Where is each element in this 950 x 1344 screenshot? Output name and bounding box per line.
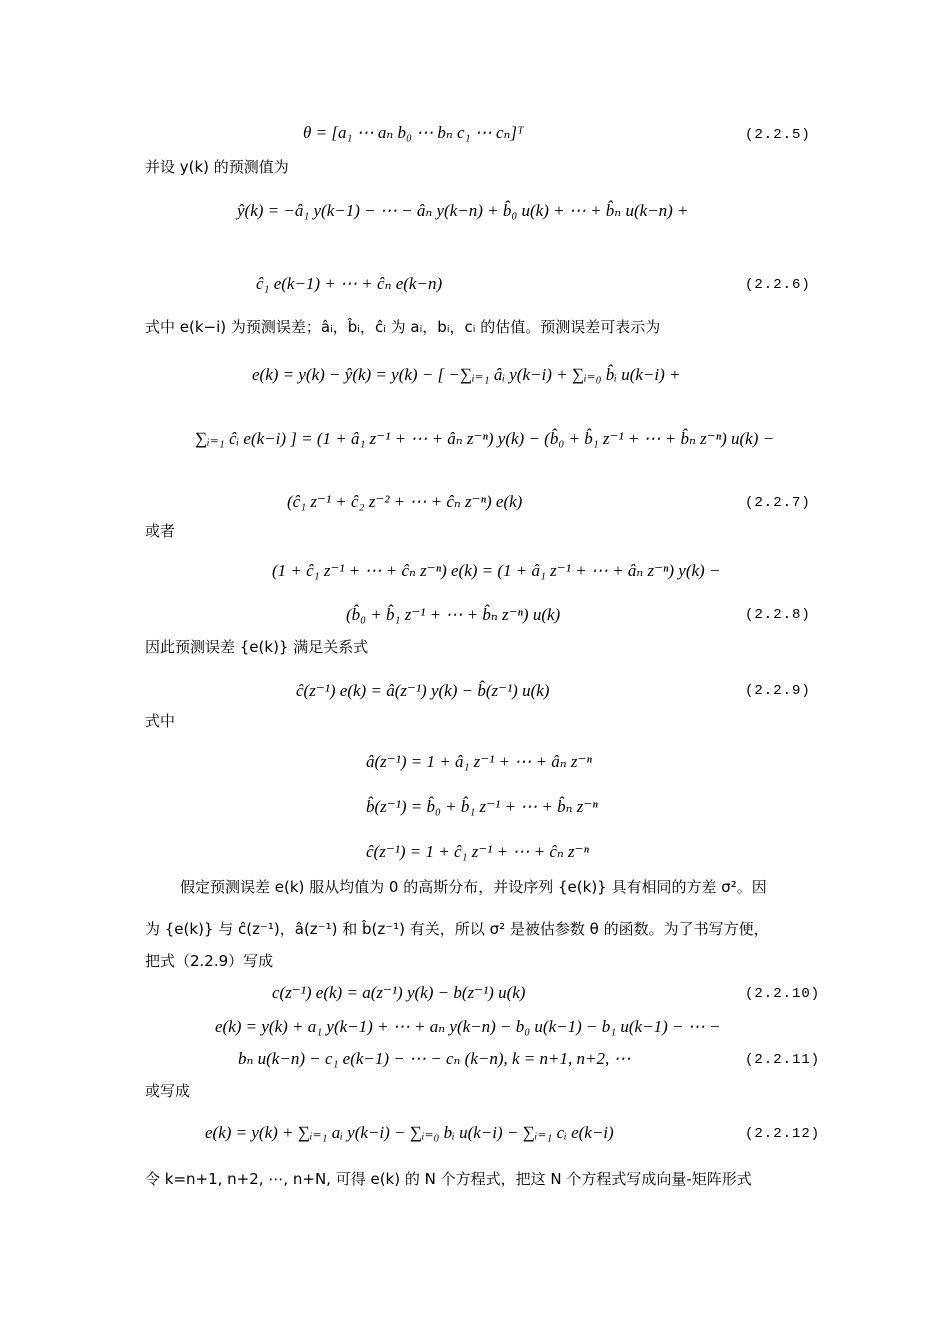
equation-prediction-line2: ĉ₁ e(k−1) + ⋯ + ĉₙ e(k−n) — [256, 274, 443, 293]
equation-number-2-2-9: (2.2.9) — [745, 683, 811, 699]
paragraph-variance-function: 为 {e(k)} 与 ĉ(z⁻¹)，â(z⁻¹) 和 b̂(z⁻¹) 有关，所以 σ² 是被估参数 θ 的函数。为了书写方便， — [145, 920, 769, 938]
equation-theta-definition: θ = [a₁ ⋯ aₙ b₀ ⋯ bₙ c₁ ⋯ cₙ]ᵀ — [303, 123, 524, 142]
equation-error-line3: (ĉ₁ z⁻¹ + ĉ₂ z⁻² + ⋯ + ĉₙ z⁻ⁿ) e(k) — [287, 492, 523, 511]
paragraph-where: 式中 — [145, 712, 176, 730]
paragraph-or-written: 或写成 — [145, 1082, 191, 1100]
paragraph-vector-matrix: 令 k=n+1, n+2, ⋯, n+N, 可得 e(k) 的 N 个方程式，把这 N 个方程式写成向量-矩阵形式 — [145, 1170, 752, 1188]
equation-error-line1: e(k) = y(k) − ŷ(k) = y(k) − [ −∑ᵢ₌₁ âᵢ y(k−i) + ∑ᵢ₌₀ b̂ᵢ u(k−i) + — [252, 365, 681, 384]
equation-number-2-2-12: (2.2.12) — [745, 1126, 821, 1142]
equation-2-2-11-line2: bₙ u(k−n) − c₁ e(k−1) − ⋯ − cₙ (k−n), k = n+1, n+2, ⋯ — [238, 1049, 631, 1068]
equation-c-hat-poly: ĉ(z⁻¹) = 1 + ĉ₁ z⁻¹ + ⋯ + ĉₙ z⁻ⁿ — [366, 842, 589, 861]
equation-error-line2: ∑ᵢ₌₁ ĉᵢ e(k−i) ] = (1 + â₁ z⁻¹ + ⋯ + âₙ z⁻ⁿ) y(k) − (b̂₀ + b̂₁ z⁻¹ + ⋯ + b̂ₙ z⁻ⁿ) u(k) − — [195, 429, 775, 448]
paragraph-prediction-error: 式中 e(k−i) 为预测误差；âᵢ，b̂ᵢ，ĉᵢ 为 aᵢ，bᵢ，cᵢ 的估值。预测误差可表示为 — [145, 318, 661, 336]
equation-2-2-9: ĉ(z⁻¹) e(k) = â(z⁻¹) y(k) − b̂(z⁻¹) u(k) — [296, 681, 550, 700]
paragraph-rewrite: 把式（2.2.9）写成 — [145, 952, 274, 970]
paragraph-gaussian-assumption: 假定预测误差 e(k) 服从均值为 0 的高斯分布，并设序列 {e(k)} 具有相同的方差 σ²。因 — [180, 878, 767, 896]
equation-number-2-2-11: (2.2.11) — [745, 1052, 821, 1068]
equation-number-2-2-10: (2.2.10) — [745, 986, 821, 1002]
equation-2-2-8-line1: (1 + ĉ₁ z⁻¹ + ⋯ + ĉₙ z⁻ⁿ) e(k) = (1 + â₁ z⁻¹ + ⋯ + âₙ z⁻ⁿ) y(k) − — [272, 561, 721, 580]
equation-prediction-line1: ŷ(k) = −â₁ y(k−1) − ⋯ − âₙ y(k−n) + b̂₀ u(k) + ⋯ + b̂ₙ u(k−n) + — [237, 201, 689, 220]
equation-b-hat-poly: b̂(z⁻¹) = b̂₀ + b̂₁ z⁻¹ + ⋯ + b̂ₙ z⁻ⁿ — [366, 797, 598, 816]
paragraph-or: 或者 — [145, 522, 176, 540]
equation-2-2-8-line2: (b̂₀ + b̂₁ z⁻¹ + ⋯ + b̂ₙ z⁻ⁿ) u(k) — [346, 605, 561, 624]
equation-2-2-12: e(k) = y(k) + ∑ᵢ₌₁ aᵢ y(k−i) − ∑ᵢ₌₀ bᵢ u(k−i) − ∑ᵢ₌₁ cᵢ e(k−i) — [205, 1123, 614, 1142]
paragraph-relation: 因此预测误差 {e(k)} 满足关系式 — [145, 638, 369, 656]
equation-a-hat-poly: â(z⁻¹) = 1 + â₁ z⁻¹ + ⋯ + âₙ z⁻ⁿ — [366, 752, 592, 771]
equation-number-2-2-6: (2.2.6) — [745, 277, 811, 293]
equation-2-2-10: c(z⁻¹) e(k) = a(z⁻¹) y(k) − b(z⁻¹) u(k) — [272, 983, 526, 1002]
equation-number-2-2-8: (2.2.8) — [745, 607, 811, 623]
paragraph-prediction-intro: 并设 y(k) 的预测值为 — [145, 158, 289, 176]
equation-number-2-2-7: (2.2.7) — [745, 495, 811, 511]
equation-number-2-2-5: (2.2.5) — [745, 127, 811, 143]
equation-2-2-11-line1: e(k) = y(k) + a₁ y(k−1) + ⋯ + aₙ y(k−n) − b₀ u(k−1) − b₁ u(k−1) − ⋯ − — [215, 1017, 721, 1036]
